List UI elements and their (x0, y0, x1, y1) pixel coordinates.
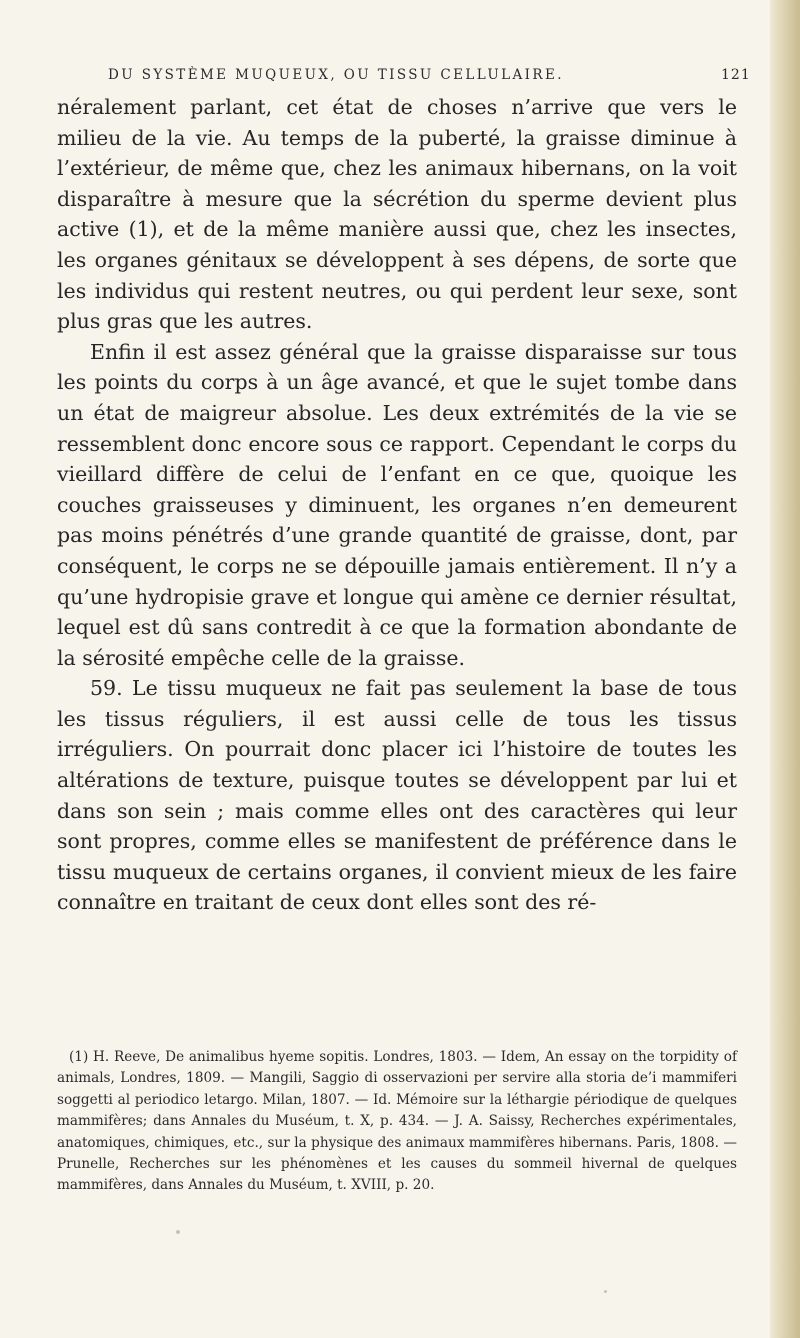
footnotes (57, 1047, 737, 1197)
paper-stain (176, 1230, 180, 1234)
page-binding-edge (770, 0, 800, 1338)
paragraph-section-59: 59. Le tissu muqueux ne fait pas seulement la base de tous les tissus réguliers, il est aussi celle de tous les tissus irréguliers. On pourrait donc placer ici l’histoire de toutes les altérations de texture, puisque toutes se développent par lui et dans son sein ; mais comme elles ont des caractères qui leur sont propres, comme elles se manifestent de préférence dans le tissu muqueux de certains organes, il convient mieux de les faire connaître en traitant de ceux dont elles sont des ré- (57, 676, 737, 915)
page-number: 121 (721, 67, 751, 83)
main-text (57, 92, 737, 918)
running-head: DU SYSTÈME MUQUEUX, OU TISSU CELLULAIRE. (108, 67, 564, 83)
paragraph-fat-disappearance: Enfin il est assez général que la graisse disparaisse sur tous les points du corps à un âge avancé, et que le sujet tombe dans un état de maigreur absolue. Les deux extrémités de la vie se ressemblent donc encore sous ce rapport. Cependant le corps du vieillard diffère de celui de l’enfant en ce que, quoique les couches graisseuses y diminuent, les organes n’en demeurent pas moins pénétrés d’une grande quantité de graisse, dont, par conséquent, le corps ne se dépouille jamais entièrement. Il n’y a qu’une hydropisie grave et longue qui amène ce dernier résultat, lequel est dû sans contredit à ce que la formation abondante de la sérosité empêche celle de la graisse. (57, 339, 737, 670)
paper-stain (604, 1290, 607, 1293)
page-header (0, 64, 770, 88)
footnote-1: (1) H. Reeve, De animalibus hyeme sopitis. Londres, 1803. — Idem, An essay on the torpidity of animals, Londres, 1809. — Mangili, Saggio di osservazioni per servire alla storia de’i mammiferi soggetti al periodico letargo. Milan, 1807. — Id. Mémoire sur la léthargie périodique de quelques mammifères; dans Annales du Muséum, t. X, p. 434. — J. A. Saissy, Recherches expérimentales, anatomiques, chimiques, etc., sur la physique des animaux mammifères hibernans. Paris, 1808. — Prunelle, Recherches sur les phénomènes et les causes du sommeil hivernal de quelques mammifères, dans Annales du Muséum, t. XVIII, p. 20. (57, 1049, 737, 1194)
paragraph-continuation: néralement parlant, cet état de choses n’arrive que vers le milieu de la vie. Au temps de la puberté, la graisse diminue à l’extérieur, de même que, chez les animaux hibernans, on la voit disparaître à mesure que la sécrétion du sperme devient plus active (1), et de la même manière aussi que, chez les insectes, les organes génitaux se développent à ses dépens, de sorte que les individus qui restent neutres, ou qui perdent leur sexe, sont plus gras que les autres. (57, 95, 737, 334)
